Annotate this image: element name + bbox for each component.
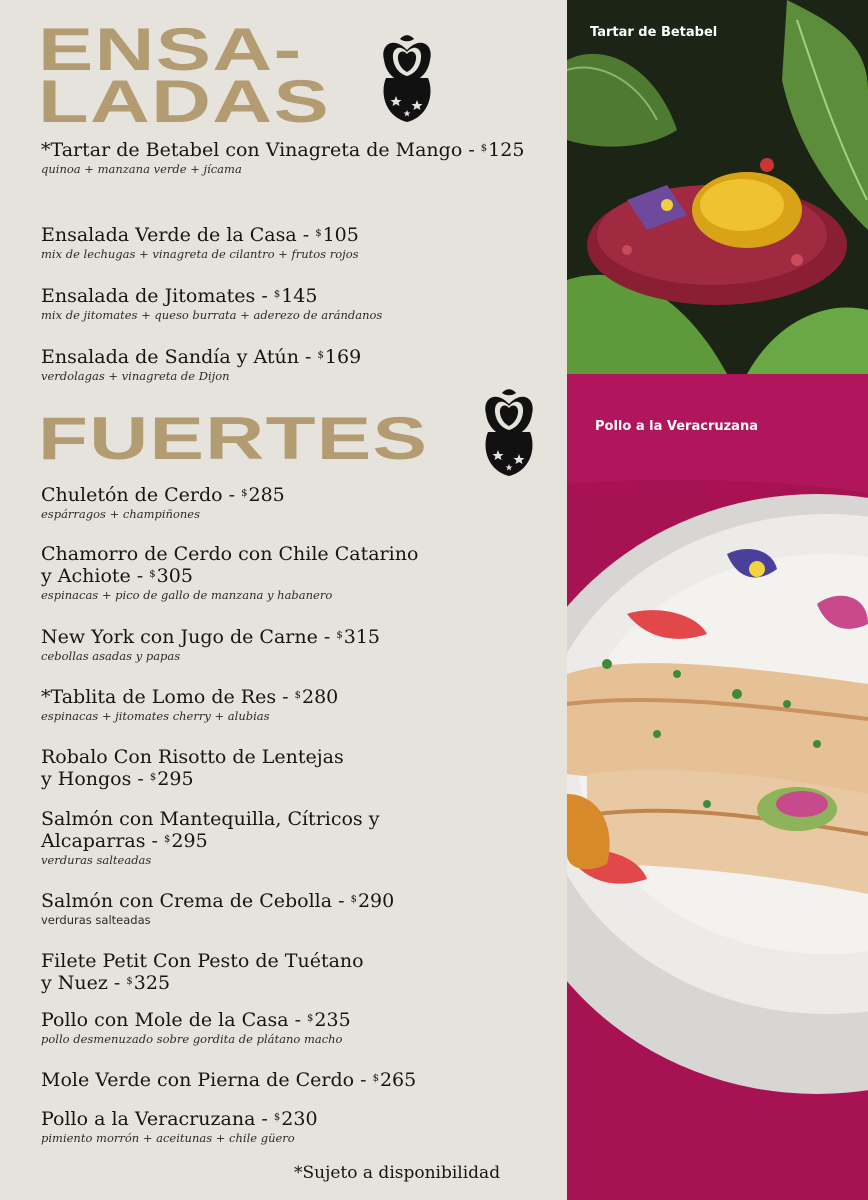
item-name: Chuletón de Cerdo - xyxy=(41,484,236,506)
menu-item-filete-petit xyxy=(41,950,541,994)
section-heading-ensaladas xyxy=(38,16,331,135)
item-description: quinoa + manzana verde + jícama xyxy=(41,162,242,176)
item-name-line-2: y Nuez - xyxy=(41,972,121,994)
item-price: $105 xyxy=(315,224,359,246)
menu-item-pollo-veracruzana xyxy=(41,1108,541,1146)
menu-item-new-york xyxy=(41,626,541,664)
item-name: *Tartar de Betabel con Vinagreta de Mango - xyxy=(41,139,475,161)
item-price: $295 xyxy=(149,768,194,790)
menu-item-chamorro-cerdo xyxy=(41,543,541,603)
item-price: $285 xyxy=(241,484,285,506)
item-price: $295 xyxy=(164,830,208,852)
item-name-line-1: Robalo Con Risotto de Lentejas xyxy=(41,746,344,768)
item-name-line-2: y Achiote - xyxy=(41,565,144,587)
currency-sign: $ xyxy=(317,350,324,361)
item-price: $265 xyxy=(372,1069,417,1091)
currency-sign: $ xyxy=(126,976,133,987)
item-price: $280 xyxy=(294,686,339,708)
availability-footnote: *Sujeto a disponibilidad xyxy=(294,1163,501,1183)
menu-item-ensalada-jitomates xyxy=(41,285,541,323)
photo-pollo-veracruzana xyxy=(567,374,868,1200)
item-name: Salmón con Crema de Cebolla - xyxy=(41,890,345,912)
item-description: espárragos + champiñones xyxy=(41,507,201,521)
flower-bud-emblem-icon xyxy=(478,384,540,478)
currency-sign: $ xyxy=(149,569,156,580)
heading-line-1: ENSA- xyxy=(38,16,303,83)
item-price: $145 xyxy=(273,285,318,307)
item-price: $125 xyxy=(480,139,525,161)
item-name: Ensalada Verde de la Casa - xyxy=(41,224,310,246)
currency-sign: $ xyxy=(273,289,281,300)
photo-tartar-betabel xyxy=(567,0,868,374)
item-name-line-2: y Hongos - xyxy=(41,768,144,790)
currency-sign: $ xyxy=(307,1013,314,1024)
chicken-veracruzana-photo xyxy=(567,374,868,1200)
photo-label-tartar: Tartar de Betabel xyxy=(590,25,718,40)
item-description: verduras salteadas xyxy=(41,913,151,927)
item-name: Mole Verde con Pierna de Cerdo - xyxy=(41,1069,367,1091)
currency-sign: $ xyxy=(480,143,488,154)
item-description: pimiento morrón + aceitunas + chile güero xyxy=(41,1131,295,1145)
item-price: $315 xyxy=(336,626,381,648)
item-name: Ensalada de Jitomates - xyxy=(41,285,268,307)
item-name: Pollo con Mole de la Casa - xyxy=(41,1009,301,1031)
currency-sign: $ xyxy=(350,894,357,905)
item-name-line-2: Alcaparras - xyxy=(41,830,158,852)
item-name-line-1: Filete Petit Con Pesto de Tuétano xyxy=(41,950,364,972)
menu-item-salmon-mantequilla xyxy=(41,808,541,868)
menu-item-ensalada-sandia xyxy=(41,346,541,384)
item-name-line-1: Chamorro de Cerdo con Chile Catarino xyxy=(41,543,419,565)
menu-item-tartar-betabel xyxy=(41,139,541,177)
menu-item-robalo-risotto xyxy=(41,746,541,790)
item-price: $305 xyxy=(149,565,193,587)
item-name: Ensalada de Sandía y Atún - xyxy=(41,346,312,368)
item-description: mix de lechugas + vinagreta de cilantro + frutos rojos xyxy=(41,247,359,261)
currency-sign: $ xyxy=(149,772,157,783)
item-price: $230 xyxy=(273,1108,318,1130)
item-description: mix de jitomates + queso burrata + aderezo de arándanos xyxy=(41,308,383,322)
item-description: espinacas + jitomates cherry + alubias xyxy=(41,709,270,723)
currency-sign: $ xyxy=(294,690,301,701)
photo-label-pollo: Pollo a la Veracruzana xyxy=(595,419,758,434)
item-description: pollo desmenuzado sobre gordita de plátano macho xyxy=(41,1032,343,1046)
menu-item-ensalada-verde xyxy=(41,224,541,262)
item-description: cebollas asadas y papas xyxy=(41,649,181,663)
item-price: $169 xyxy=(317,346,362,368)
item-name: Pollo a la Veracruzana - xyxy=(41,1108,268,1130)
flower-bud-emblem-icon xyxy=(376,30,438,124)
menu-item-chuleton-cerdo xyxy=(41,484,541,522)
item-description: verdolagas + vinagreta de Dijon xyxy=(41,369,230,383)
item-price: $290 xyxy=(350,890,395,912)
menu-item-tablita-lomo xyxy=(41,686,541,724)
menu-item-pollo-mole xyxy=(41,1009,541,1047)
item-description: espinacas + pico de gallo de manzana y habanero xyxy=(41,588,333,602)
currency-sign: $ xyxy=(241,488,248,499)
section-heading-fuertes: FUERTES xyxy=(38,405,429,472)
currency-sign: $ xyxy=(273,1112,281,1123)
heading-line-2: LADAS xyxy=(38,67,331,135)
item-price: $235 xyxy=(307,1009,351,1031)
item-price: $325 xyxy=(126,972,171,994)
item-name-line-1: Salmón con Mantequilla, Cítricos y xyxy=(41,808,380,830)
currency-sign: $ xyxy=(336,630,343,641)
item-name: New York con Jugo de Carne - xyxy=(41,626,331,648)
menu-item-mole-verde xyxy=(41,1069,541,1091)
item-name: *Tablita de Lomo de Res - xyxy=(41,686,289,708)
menu-item-salmon-crema-cebolla xyxy=(41,890,541,928)
currency-sign: $ xyxy=(315,228,322,239)
item-description: verduras salteadas xyxy=(41,853,152,867)
beet-tartare-photo xyxy=(567,0,868,374)
currency-sign: $ xyxy=(372,1073,379,1084)
currency-sign: $ xyxy=(164,834,171,845)
